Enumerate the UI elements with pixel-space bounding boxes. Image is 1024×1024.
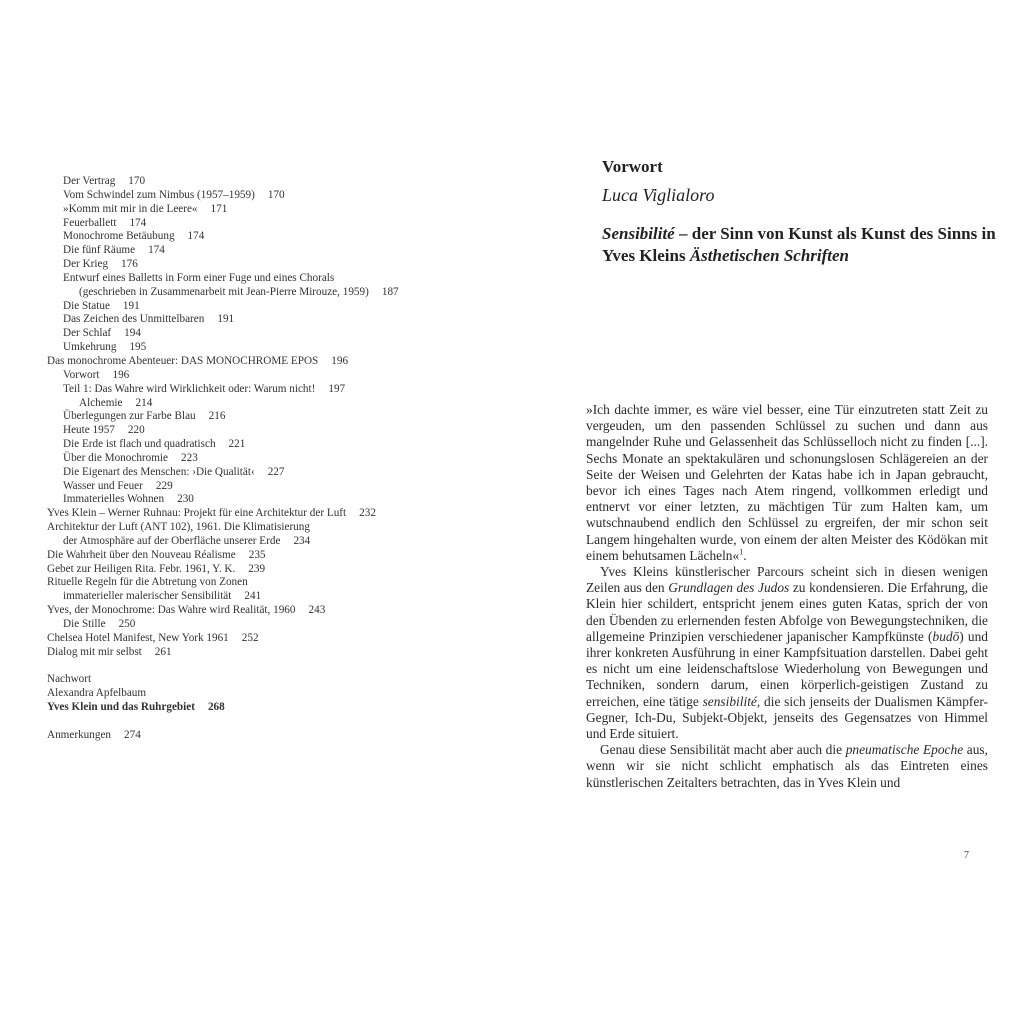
toc-entry-page: 214 (135, 396, 153, 409)
toc-entry (47, 230, 487, 244)
toc-entry-page: 191 (122, 299, 140, 312)
toc-entry (47, 507, 487, 521)
toc-entry-page: 234 (293, 534, 311, 547)
toc-entry (47, 549, 487, 563)
toc-entry-title: Heute 1957 (63, 424, 115, 437)
right-page (512, 0, 1024, 1024)
toc-entry-page: 216 (208, 410, 226, 423)
paragraph-3-text-b: aus, wenn wir sie nicht schlicht emphatisch als das Eintreten eines künstlerischen Zeitalters betrachten, das in Yves Klein und (586, 742, 988, 790)
toc-entry (47, 244, 487, 258)
toc-entry (47, 604, 487, 618)
toc-entry-title: Vorwort (63, 368, 100, 381)
toc-entry-title: Die Erde ist flach und quadratisch (63, 438, 216, 451)
toc-entry-page: 221 (228, 438, 246, 451)
toc-entry-page: 239 (248, 562, 266, 575)
paragraph-1-text: »Ich dachte immer, es wäre viel besser, eine Tür einzutreten statt Zeit zu vergeuden, um den passenden Schlüssel zu suchen und dann aus mangelnder Ruhe und Gelassenheit das Schlüsselloch nicht zu finden [...]. Sechs Monate an spektakulären und schonungslosen Schlägereien an der Seite der Weisen und Gelehrten der Katas habe ich in Japan gebraucht, bevor ich eines Tages nach Atem ringend, vollkommen erledigt und entnervt vor einer letzten, zu mächtigen Tür zum Halten kam, um wutschnaubend endlich den Schlüssel zu ergreifen, der mir schon seit Langem hingehalten wurde, von einem der alten Meister des Ködökan mit einem behutsamen Lächeln« (586, 402, 988, 563)
toc-entry-page: 232 (359, 507, 376, 520)
toc-entry (47, 327, 487, 341)
toc-entry (47, 355, 487, 369)
toc-entry-title: »Komm mit mir in die Leere« (63, 202, 198, 215)
toc-entry-title: Architektur der Luft (ANT 102), 1961. Die Klimatisierung (47, 521, 310, 534)
toc-entry-title: Der Schlaf (63, 327, 112, 340)
toc-entry (47, 673, 487, 687)
toc-entry-title: Überlegungen zur Farbe Blau (63, 410, 196, 423)
footnote-marker: 1 (739, 547, 744, 557)
paragraph-1 (586, 402, 988, 564)
toc-entry (47, 563, 487, 577)
toc-entry-page: 170 (128, 175, 146, 187)
toc-entry-page: 170 (267, 188, 285, 201)
toc-entry-page: 195 (129, 341, 147, 354)
toc-entry (47, 576, 487, 590)
toc-entry-title: Anmerkungen (47, 728, 112, 741)
toc-entry (47, 521, 487, 535)
toc-entry-title: Die Statue (63, 299, 110, 312)
toc-entry (47, 341, 487, 355)
toc-entry (47, 590, 487, 604)
toc-entry-title: Yves, der Monochrome: Das Wahre wird Realität, 1960 (47, 604, 296, 617)
toc-entry-title: Feuerballett (63, 216, 117, 229)
toc-entry-page: 174 (187, 230, 205, 243)
author-name: Luca Viglialoro (602, 185, 715, 205)
toc-entry (47, 424, 487, 438)
toc-spacer (47, 660, 487, 674)
toc-entry-page: 197 (328, 382, 346, 395)
toc-entry-title: Die fünf Räume (63, 244, 136, 257)
toc-entry-title: der Atmosphäre auf der Oberfläche unserer Erde (63, 534, 281, 547)
toc-entry-title: Entwurf eines Balletts in Form einer Fuge und eines Chorals (63, 271, 335, 284)
table-of-contents (47, 175, 487, 743)
toc-entry-page: 243 (308, 604, 326, 617)
toc-entry-title: (geschrieben in Zusammenarbeit mit Jean-Pierre Mirouze, 1959) (79, 285, 369, 298)
toc-entry-title: Gebet zur Heiligen Rita. Febr. 1961, Y. K. (47, 562, 236, 575)
paragraph-3-text-a: Genau diese Sensibilität macht aber auch die (600, 742, 846, 758)
toc-entry (47, 175, 487, 189)
toc-entry-page: 196 (331, 354, 349, 367)
toc-entry-title: Alchemie (79, 396, 123, 409)
toc-spacer (47, 715, 487, 729)
toc-entry (47, 203, 487, 217)
toc-entry (47, 217, 487, 231)
toc-entry-page: 174 (148, 244, 165, 257)
toc-entry-title: Über die Monochromie (63, 451, 169, 464)
toc-entry-title: Immaterielles Wohnen (63, 493, 165, 506)
toc-entry (47, 410, 487, 424)
toc-entry-page: 171 (210, 202, 228, 215)
paragraph-2-text-a: Yves Kleins künstlerischer Parcours scheint sich in diesen wenigen Zeilen aus den (586, 564, 988, 596)
toc-entry-title: Das Zeichen des Unmittelbaren (63, 313, 205, 326)
toc-entry-page: 250 (118, 618, 136, 630)
toc-entry (47, 300, 487, 314)
toc-entry-page: 223 (181, 451, 198, 464)
page-number: 7 (964, 850, 969, 861)
essay-title-italic-2: Ästhetischen Schriften (689, 246, 850, 265)
toc-entry-page: 230 (177, 493, 194, 506)
toc-entry-page: 176 (121, 258, 138, 271)
toc-entry-title: Die Eigenart des Menschen: ›Die Qualität‹ (63, 465, 255, 478)
toc-entry-title: Monochrome Betäubung (63, 230, 175, 243)
toc-entry (47, 272, 487, 286)
toc-entry (47, 646, 487, 660)
toc-entry-page: 268 (207, 701, 225, 714)
toc-entry-page: 227 (267, 465, 285, 478)
toc-entry-title: Chelsea Hotel Manifest, New York 1961 (47, 631, 229, 644)
paragraph-2 (586, 564, 988, 742)
toc-entry-page: 241 (244, 590, 262, 603)
toc-entry-title: Dialog mit mir selbst (47, 645, 142, 658)
toc-entry-page: 196 (112, 368, 130, 381)
toc-entry-page: 194 (124, 327, 141, 340)
toc-entry (47, 701, 487, 715)
toc-entry-title: Der Krieg (63, 258, 109, 271)
paragraph-2-italic-2: budō (932, 628, 960, 644)
section-heading: Vorwort (602, 157, 663, 176)
paragraph-2-text-b: zu kondensieren. Die Erfahrung, die Klein hier schildert, entspricht jenem eines guten Katas, sprich der von den Übenden zu erlernenden festen Abfolge von Bewegungstechniken, die allgemeine Prinzipien verschiedener japanischer Kampfkünste ( (586, 580, 988, 644)
toc-entry (47, 618, 487, 632)
toc-entry-page: 220 (127, 424, 145, 437)
toc-entry-page: 261 (154, 645, 172, 658)
toc-entry (47, 632, 487, 646)
toc-entry (47, 369, 487, 383)
toc-entry-title: Teil 1: Das Wahre wird Wirklichkeit oder: Warum nicht! (63, 382, 316, 395)
toc-entry (47, 729, 487, 743)
toc-entry (47, 313, 487, 327)
toc-entry-title: Die Wahrheit über den Nouveau Réalisme (47, 548, 236, 561)
toc-entry-page: 235 (248, 548, 266, 561)
toc-entry-page: 274 (124, 728, 141, 741)
toc-entry (47, 452, 487, 466)
toc-entry (47, 493, 487, 507)
toc-entry-title: Alexandra Apfelbaum (47, 687, 147, 700)
essay-title-middle: – der Sinn von Kunst als Kunst des Sinns in Yves Kleins (602, 224, 996, 265)
paragraph-2-italic-3: sensibilité (702, 693, 757, 709)
paragraph-1-end: . (743, 547, 747, 563)
toc-entry (47, 397, 487, 411)
toc-entry-title: Rituelle Regeln für die Abtretung von Zonen (47, 576, 248, 589)
toc-entry-title: Yves Klein und das Ruhrgebiet (47, 701, 195, 714)
toc-entry-title: Nachwort (47, 673, 92, 686)
paragraph-2-italic-1: Grundlagen des Judos (668, 580, 790, 596)
toc-entry-page: 229 (155, 479, 173, 492)
paragraph-2-text-c: ) und ihrer konkreten Ausführung in einer Kampfsituation darstellen. Dabei geht es nicht um eine leidenschaftslose Wiederholung von Bewegungen und Techniken, sondern darum, einen körperlich-geistigen Zustand zu erreichen, eine tätige (586, 628, 988, 709)
toc-entry-title: Umkehrung (63, 341, 117, 354)
toc-entry (47, 258, 487, 272)
paragraph-3-italic-1: pneumatische Epoche (845, 742, 964, 758)
toc-entry (47, 383, 487, 397)
toc-entry (47, 438, 487, 452)
toc-entry-title: Yves Klein – Werner Ruhnau: Projekt für eine Architektur der Luft (47, 507, 347, 520)
toc-entry-title: Der Vertrag (63, 175, 116, 187)
toc-entry-page: 174 (129, 216, 147, 229)
toc-entry-page: 252 (241, 631, 259, 644)
toc-entry-page: 191 (217, 313, 235, 326)
toc-entry-title: Wasser und Feuer (63, 479, 143, 492)
toc-entry-title: Vom Schwindel zum Nimbus (1957–1959) (63, 188, 255, 201)
toc-entry-title: Das monochrome Abenteuer: DAS MONOCHROME EPOS (47, 354, 319, 367)
toc-entry (47, 535, 487, 549)
toc-entry (47, 687, 487, 701)
toc-entry (47, 286, 487, 300)
paragraph-3 (586, 742, 988, 791)
toc-entry-title: Die Stille (63, 618, 106, 630)
toc-entry (47, 480, 487, 494)
toc-entry (47, 189, 487, 203)
paragraph-2-text-d: , die sich jenseits der Dualismen Kämpfer-Gegner, Ich-Du, Subjekt-Objekt, jenseits des Gegensatzes von Himmel und Erde situiert. (586, 693, 988, 742)
essay-title-italic-1: Sensibilité (602, 224, 675, 243)
toc-entry-page: 187 (381, 285, 399, 298)
toc-entry (47, 466, 487, 480)
toc-entry-title: immaterieller malerischer Sensibilität (63, 590, 232, 603)
essay-title (602, 223, 1002, 267)
body-text (586, 402, 988, 791)
